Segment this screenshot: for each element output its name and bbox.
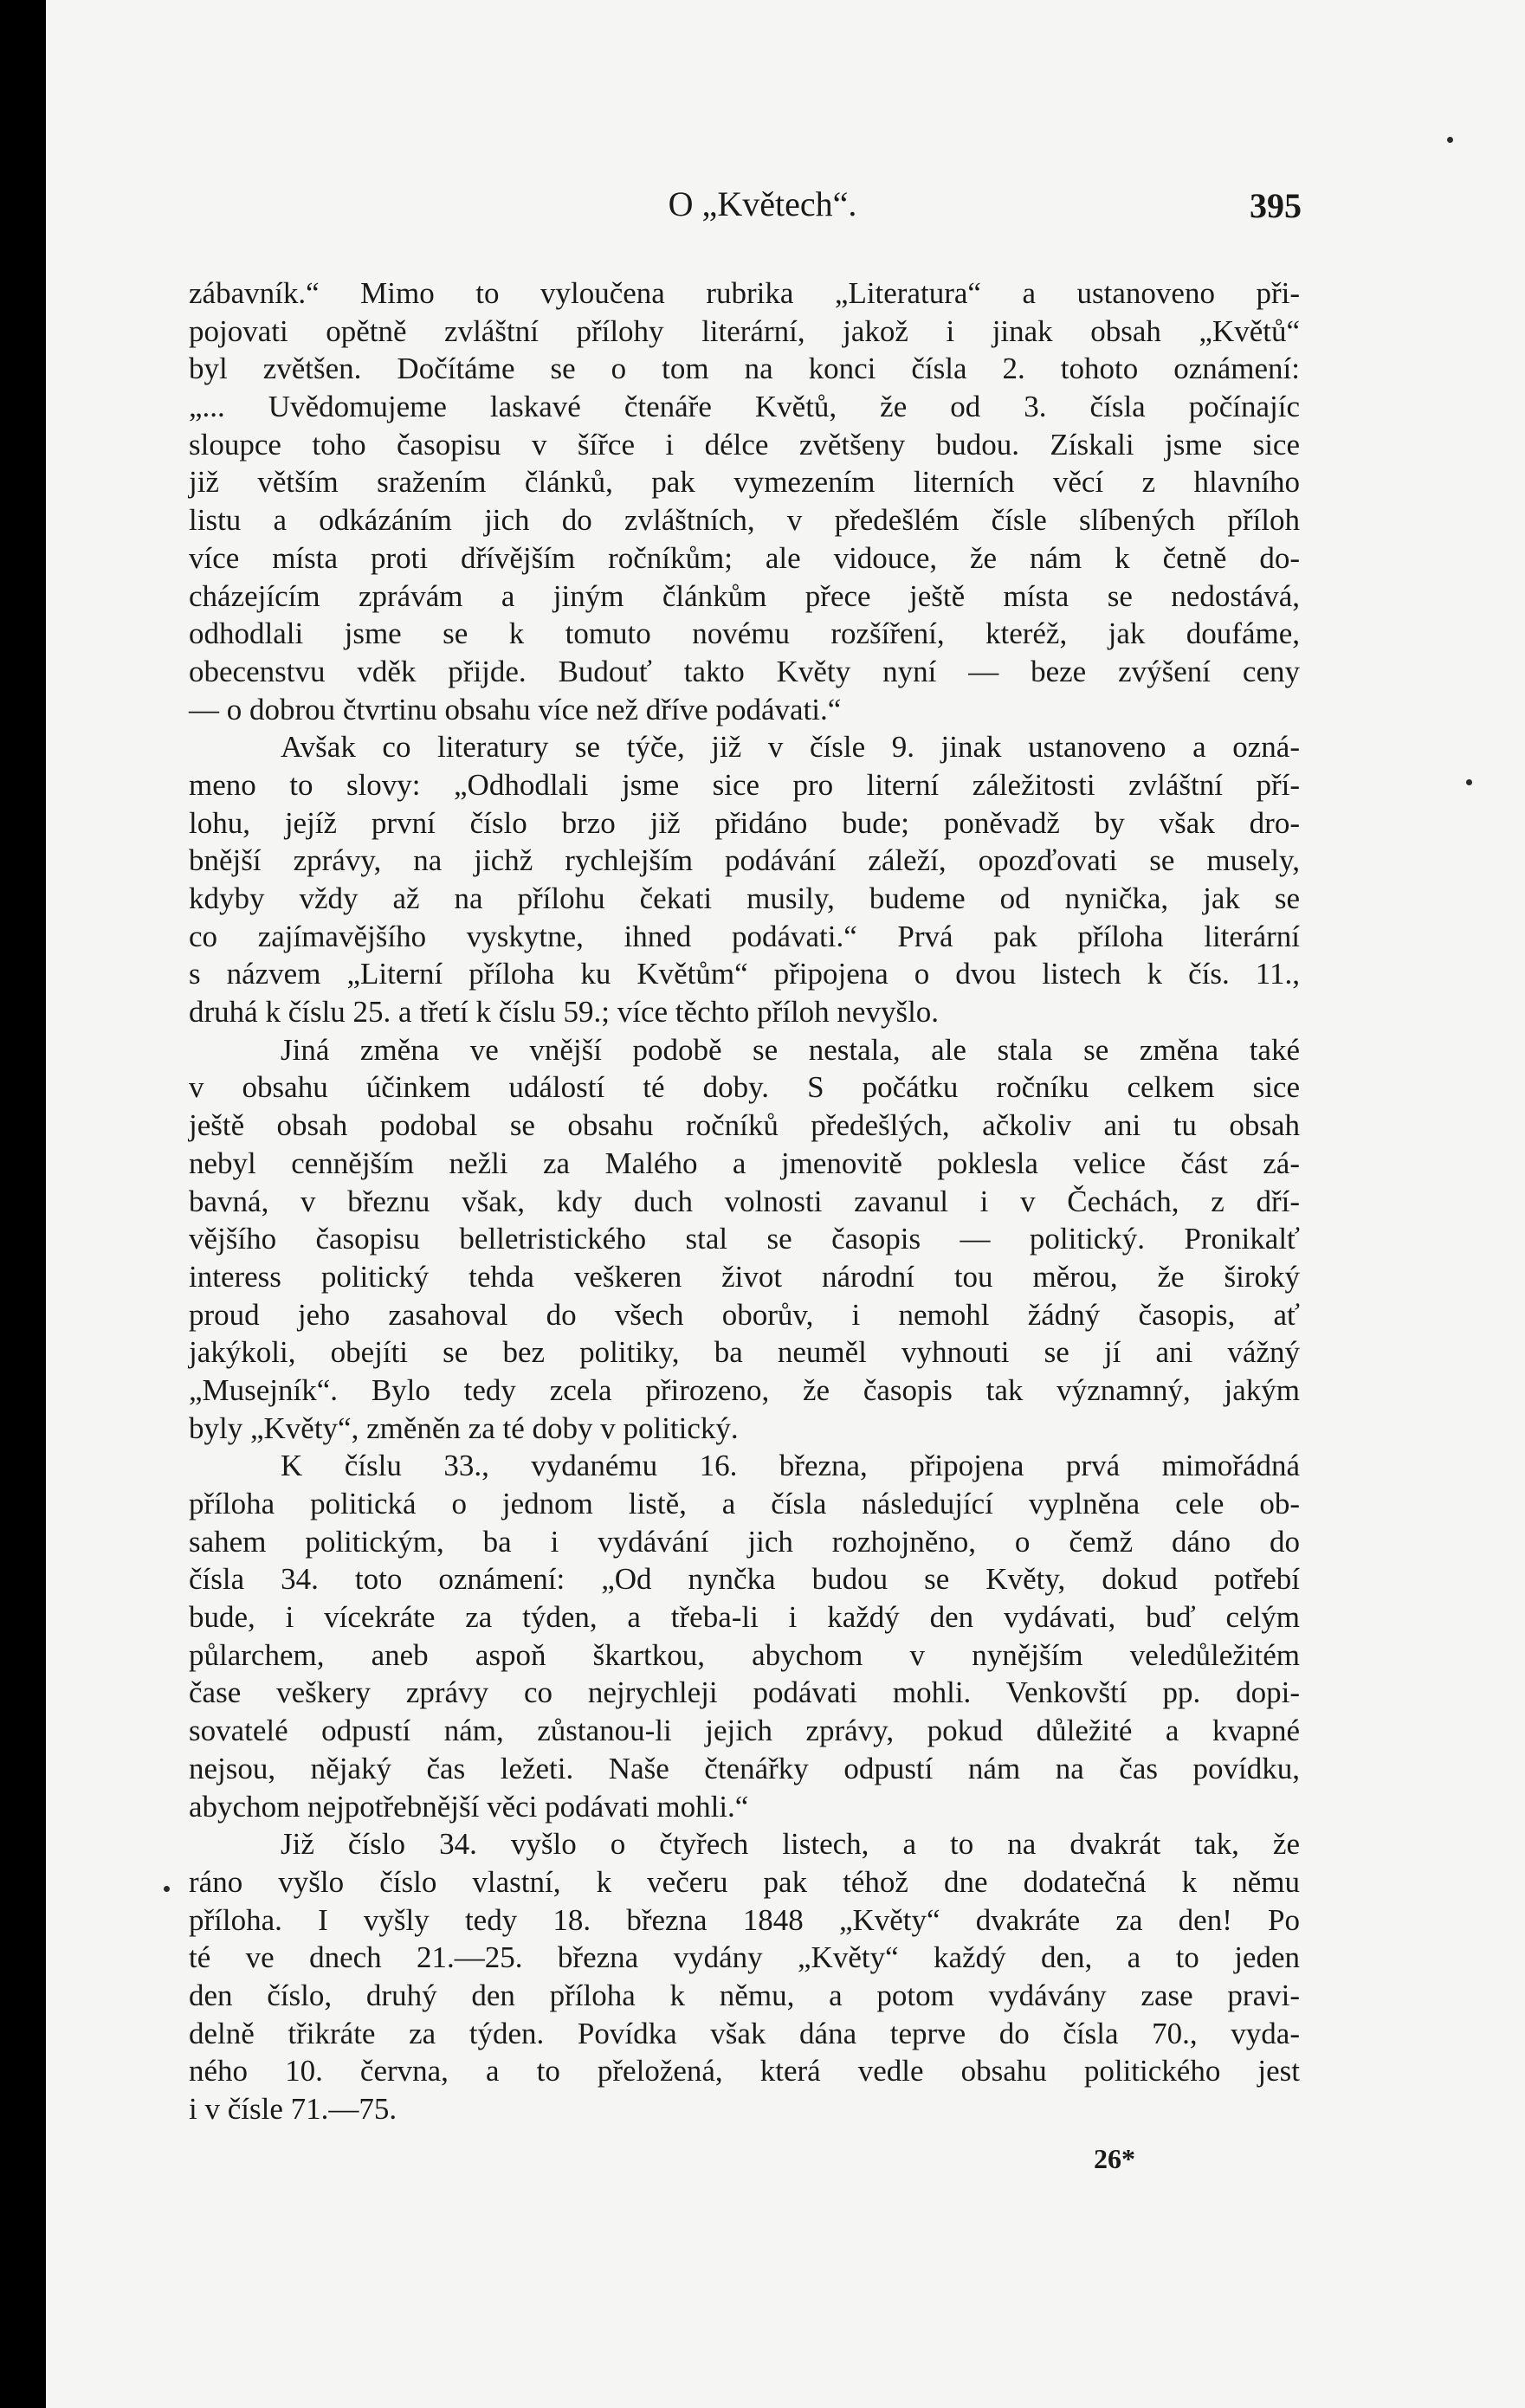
text-line: zábavník.“ Mimo to vyloučena rubrika „Literatura“ a ustanoveno při- [189,276,1300,310]
text-line: příloha politická o jednom listě, a čísla následující vyplněna cele ob- [189,1487,1300,1520]
text-line: proud jeho zasahoval do všech oborův, i nemohl žádný časopis, ať [189,1297,1300,1332]
speck-top-right [1447,137,1453,143]
text-line: s názvem „Literní příloha ku Květům“ připojena o dvou listech k čís. 11., [189,957,1300,991]
text-line: nebyl cennějším nežli za Malého a jmenovitě poklesla velice část zá- [189,1146,1300,1180]
printer-signature-mark: 26* [1094,2143,1135,2174]
text-line: sloupce toho časopisu v šířce i délce zvětšeny budou. Získali jsme sice [189,427,1300,462]
text-line: lohu, jejíž první číslo brzo již přidáno bude; poněvadž by však dro- [189,805,1300,840]
text-line: ného 10. června, a to přeložená, která vedle obsahu politického jest [189,2054,1300,2088]
text-line: sovatelé odpustí nám, zůstanou-li jejich zprávy, pokud důležité a kvapné [189,1714,1300,1748]
text-line: bavná, v březnu však, kdy duch volnosti zavanul i v Čechách, z dří- [189,1184,1300,1218]
text-line: byly „Květy“, změněn za té doby v politický. [189,1411,739,1445]
text-line: čísla 34. toto oznámení: „Od nynčka budou se Květy, dokud potřebí [189,1562,1300,1597]
text-line: „Musejník“. Bylo tedy zcela přirozeno, že časopis tak významný, jakým [189,1372,1300,1407]
text-line: byl zvětšen. Dočítáme se o tom na konci čísla 2. tohoto oznámení: [189,352,1300,386]
text-line: interess politický tehda veškeren život národní tou měrou, že široký [189,1259,1300,1294]
text-line: sahem politickým, ba i vydávání jich rozhojněno, o čemž dáno do [189,1524,1300,1559]
text-line: pojovati opětně zvláštní přílohy literární, jakož i jinak obsah „Květů“ [189,313,1300,348]
text-line: co zajímavějšího vyskytne, ihned podávati.“ Prvá pak příloha literární [189,919,1300,953]
text-line: jakýkoli, obejíti se bez politiky, ba neuměl vyhnouti se jí ani vážný [189,1335,1300,1370]
text-line: abychom nejpotřebnější věci podávati mohli.“ [189,1789,749,1824]
speck-left-margin [164,1886,170,1892]
text-line: v obsahu účinkem událostí té doby. S počátku ročníku celkem sice [189,1070,1300,1105]
page-number: 395 [1250,186,1302,225]
text-line: druhá k číslu 25. a třetí k číslu 59.; více těchto příloh nevyšlo. [189,995,940,1030]
text-line: odhodlali jsme se k tomuto novému rozšíření, kteréž, jak doufáme, [189,617,1300,651]
text-line: vějšího časopisu belletristického stal se časopis — politický. Pronikalť [189,1222,1300,1256]
text-line: Avšak co literatury se týče, již v čísle 9. jinak ustanoveno a ozná- [281,730,1300,765]
speck-right-margin [1466,779,1472,785]
text-line: delně třikráte za týden. Povídka však dána teprve do čísla 70., vyda- [189,2016,1300,2050]
text-line: cházejícím zprávám a jiným článkům přece ještě místa se nedostává, [189,578,1300,613]
text-line: více místa proti dřívějším ročníkům; ale vidouce, že nám k četně do- [189,540,1300,575]
text-line: i v čísle 71.—75. [189,2092,397,2126]
running-title: O „Květech“. [668,184,857,223]
text-line: bude, i vícekráte za týden, a třeba-li i každý den vydávati, buď celým [189,1600,1300,1635]
text-line: kdyby vždy až na přílohu čekati musily, budeme od nynička, jak se [189,881,1300,915]
text-line: K číslu 33., vydanému 16. března, připojena prvá mimořádná [281,1449,1300,1483]
text-line: čase veškery zprávy co nejrychleji podávati mohli. Venkovští pp. dopi- [189,1675,1300,1710]
text-line: půlarchem, aneb aspoň škartkou, abychom v nynějším veledůležitém [189,1637,1300,1672]
text-line: meno to slovy: „Odhodlali jsme sice pro literní záležitosti zvláštní pří- [189,767,1300,802]
text-line: té ve dnech 21.—25. března vydány „Květy“ každý den, a to jeden [189,1940,1300,1975]
text-line: bnější zprávy, na jichž rychlejším podávání záleží, opozďovati se musely, [189,843,1300,878]
text-line: příloha. I vyšly tedy 18. března 1848 „Květy“ dvakráte za den! Po [189,1902,1300,1937]
text-line: ráno vyšlo číslo vlastní, k večeru pak téhož dne dodatečná k němu [189,1864,1300,1899]
text-line: „... Uvědomujeme laskavé čtenáře Květů, že od 3. čísla počínajíc [189,390,1300,424]
text-line: obecenstvu vděk přijde. Budouť takto Květy nyní — beze zvýšení ceny [189,654,1300,688]
text-line: Jiná změna ve vnější podobě se nestala, ale stala se změna také [281,1032,1300,1067]
text-line: Již číslo 34. vyšlo o čtyřech listech, a to na dvakrát tak, že [281,1827,1300,1862]
text-line: den číslo, druhý den příloha k němu, a potom vydávány zase pravi- [189,1978,1300,2012]
text-line: nejsou, nějaký čas ležeti. Naše čtenářky odpustí nám na čas povídku, [189,1751,1300,1785]
text-line: listu a odkázáním jich do zvláštních, v předešlém čísle slíbených příloh [189,503,1300,538]
text-line: ještě obsah podobal se obsahu ročníků předešlých, ačkoliv ani tu obsah [189,1108,1300,1143]
text-line: — o dobrou čtvrtinu obsahu více než dříve podávati.“ [189,692,842,726]
text-line: již větším sražením článků, pak vymezením literních věcí z hlavního [189,465,1300,500]
body-text [189,274,1300,2128]
